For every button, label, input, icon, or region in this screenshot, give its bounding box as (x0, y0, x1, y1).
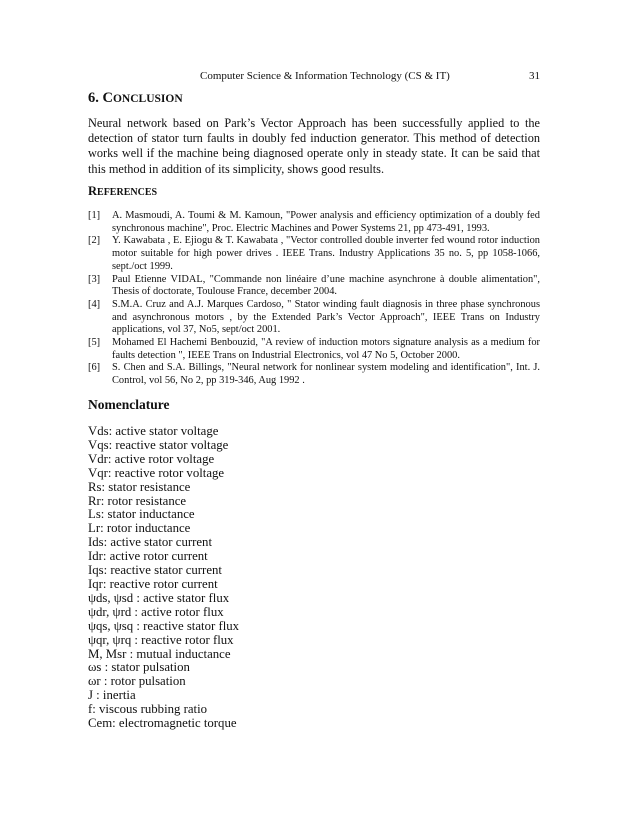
conclusion-heading (88, 90, 183, 107)
reference-item (88, 274, 540, 299)
reference-text: Y. Kawabata , E. Ejiogu & T. Kawabata , "Vector controlled double inverter fed wound rotor induction motor suitable for high power drives . IEEE Trans. Industry Applications 35 no. 5, pp 1058-1066, sept./oct 1999. (112, 235, 540, 272)
nomenclature-item: Vds: active stator voltage (88, 424, 219, 438)
nomenclature-item: ωs : stator pulsation (88, 660, 190, 675)
nomenclature-item: ψqr, ψrq : reactive rotor flux (88, 632, 234, 647)
reference-text: Mohamed El Hachemi Benbouzid, "A review of induction motors signature analysis as a medium for faults detection ", IEEE Trans on Industrial Electronics, vol 47 No 5, October 2000. (112, 337, 540, 361)
nomenclature-item: f: viscous rubbing ratio (88, 702, 208, 717)
reference-number: [3] (88, 273, 101, 285)
reference-text: A. Masmoudi, A. Toumi & M. Kamoun, "Power analysis and efficiency optimization of a doubly fed synchronous machine", Proc. Electric Machines and Power Systems 21, pp 473-491, 1993. (112, 210, 540, 234)
nomenclature-item: Rr: rotor resistance (88, 493, 187, 508)
nomenclature-item: Ids: active stator current (88, 535, 213, 550)
nomenclature-item: M, Msr : mutual inductance (88, 646, 231, 661)
references-heading-rest: EFERENCES (97, 187, 158, 198)
nomenclature-item: ωr : rotor pulsation (88, 674, 186, 689)
nomenclature-item: ψds, ψsd : active stator flux (88, 590, 230, 605)
reference-list (88, 210, 540, 388)
reference-item (88, 210, 540, 235)
nomenclature-item: Cem: electromagnetic torque (88, 716, 237, 731)
reference-number: [2] (88, 235, 101, 247)
reference-number: [6] (88, 362, 101, 374)
nomenclature-item: J : inertia (88, 688, 136, 703)
conclusion-heading-rest: ONCLUSION (112, 93, 183, 105)
reference-item (88, 362, 540, 387)
nomenclature-item: Iqr: reactive rotor current (88, 576, 218, 591)
reference-text: S.M.A. Cruz and A.J. Marques Cardoso, " Stator winding fault diagnosis in three phase synchronous and asynchronous motors , by the Extended Park’s Vector Approach", IEEE Trans on Industry applications, vol 37, No5, sept/oct 2001. (112, 298, 540, 336)
nomenclature-item: ψqs, ψsq : reactive stator flux (88, 618, 240, 633)
reference-item (88, 299, 540, 337)
conclusion-heading-number: 6. C (88, 90, 113, 106)
nomenclature-item: ψdr, ψrd : active rotor flux (88, 604, 224, 619)
nomenclature-item: Vqs: reactive stator voltage (88, 437, 229, 452)
journal-title: Computer Science & Information Technology (CS & IT) (200, 70, 450, 82)
nomenclature-item: Vdr: active rotor voltage (88, 451, 215, 466)
nomenclature-item: Iqs: reactive stator current (88, 563, 222, 578)
reference-item (88, 337, 540, 362)
references-heading-first: R (88, 184, 98, 198)
nomenclature-list (88, 425, 239, 731)
reference-item (88, 235, 540, 273)
reference-text: Paul Etienne VIDAL, "Commande non linéaire d’une machine asynchrone à double alimentation", Thesis of doctorate, Toulouse France, december 2004. (112, 273, 540, 298)
conclusion-paragraph: Neural network based on Park’s Vector Approach has been successfully applied to the detection of stator turn faults in doubly fed induction generator. This method of detection works well if the machine being diagnosed operate only in steady state. It can be said that this method in addition of its simplicity, shows good results. (88, 116, 540, 176)
nomenclature-item: Ls: stator inductance (88, 507, 195, 522)
reference-number: [1] (88, 210, 101, 221)
reference-number: [5] (88, 337, 101, 349)
nomenclature-heading: Nomenclature (88, 397, 170, 412)
reference-text: S. Chen and S.A. Billings, "Neural network for nonlinear system modeling and identification", Int. J. Control, vol 56, No 2, pp 319-346, Aug 1992 . (112, 362, 540, 387)
nomenclature-item: Vqr: reactive rotor voltage (88, 465, 225, 480)
nomenclature-item: Idr: active rotor current (88, 549, 208, 564)
nomenclature-item: Rs: stator resistance (88, 479, 191, 494)
page-number: 31 (529, 70, 540, 82)
reference-number: [4] (88, 298, 101, 310)
nomenclature-item: Lr: rotor inductance (88, 521, 191, 536)
references-heading (88, 184, 157, 199)
